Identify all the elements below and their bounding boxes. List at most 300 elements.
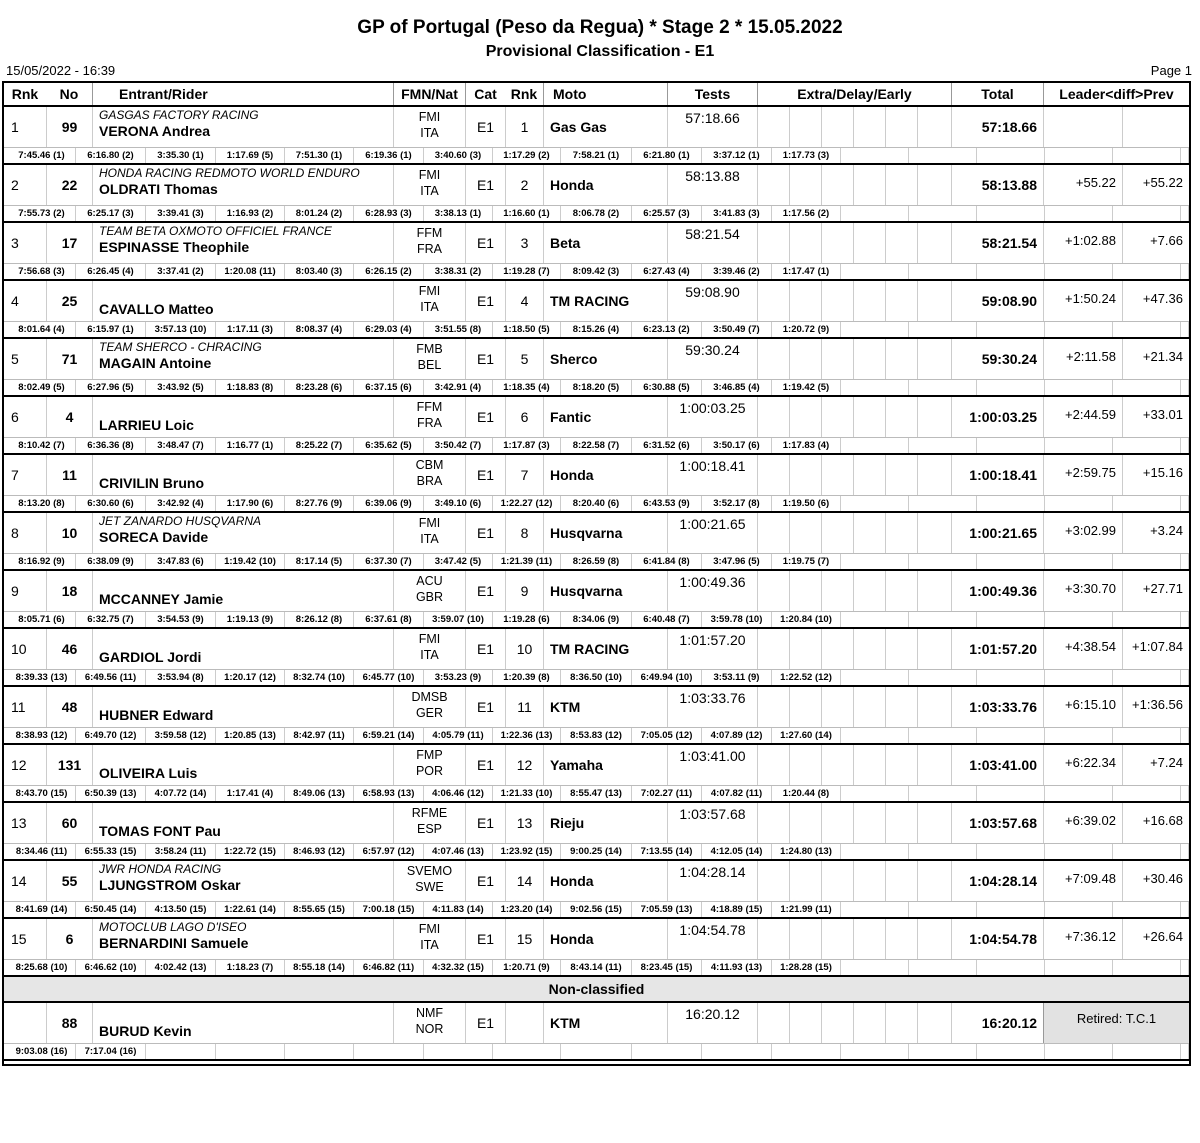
split-empty <box>1113 206 1181 221</box>
split-time: 6:58.93 (13) <box>354 786 424 801</box>
split-empty <box>1181 264 1189 279</box>
split-empty <box>1181 380 1189 395</box>
split-time: 3:35.30 (1) <box>146 148 216 163</box>
split-time: 9:03.08 (16) <box>8 1044 76 1059</box>
split-time: 6:50.45 (14) <box>76 902 146 917</box>
split-time: 1:20.72 (9) <box>772 322 841 337</box>
federation-code: FMI <box>418 168 441 182</box>
split-empty <box>841 264 909 279</box>
entrant-cell <box>92 1003 393 1043</box>
extra-cell <box>757 861 789 901</box>
split-empty <box>1181 960 1189 975</box>
extra-cell <box>821 687 853 727</box>
federation-code: FFM <box>416 400 443 414</box>
split-time: 1:22.27 (12) <box>493 496 561 511</box>
split-empty <box>841 670 909 685</box>
split-time: 1:20.84 (10) <box>772 612 841 627</box>
rank-cell: 15 <box>11 931 27 947</box>
split-empty <box>1181 496 1189 511</box>
split-time: 8:03.40 (3) <box>285 264 354 279</box>
rank-cell: 13 <box>11 815 27 831</box>
split-time: 1:17.41 (4) <box>216 786 285 801</box>
table-row <box>4 339 1189 397</box>
federation-code: CBM <box>415 458 444 472</box>
extra-cell <box>917 397 949 437</box>
extra-cell <box>853 1003 885 1043</box>
rider-line <box>4 339 1189 380</box>
table-row <box>4 397 1189 455</box>
split-time: 8:25.22 (7) <box>285 438 354 453</box>
moto-cell: TM RACING <box>543 281 667 321</box>
extra-cell <box>789 919 821 959</box>
split-time: 3:52.17 (8) <box>702 496 772 511</box>
split-empty <box>977 1044 1045 1059</box>
split-time: 6:30.88 (5) <box>632 380 702 395</box>
split-time: 8:23.28 (6) <box>285 380 354 395</box>
category-rank-cell: 6 <box>505 397 543 437</box>
split-time: 1:19.75 (7) <box>772 554 841 569</box>
total-cell: 1:03:33.76 <box>951 687 1043 727</box>
split-empty <box>1113 902 1181 917</box>
extra-cell <box>757 455 789 495</box>
number-cell: 25 <box>46 281 92 321</box>
split-time: 6:26.45 (4) <box>76 264 146 279</box>
split-empty <box>909 670 977 685</box>
extra-cell <box>789 107 821 147</box>
split-empty <box>1045 554 1113 569</box>
nationality-code: ITA <box>420 938 439 952</box>
split-time: 6:49.70 (12) <box>76 728 146 743</box>
total-cell: 1:03:57.68 <box>951 803 1043 843</box>
extra-cell <box>821 745 853 785</box>
split-empty <box>909 1044 977 1059</box>
col-fmn-header: FMN/Nat <box>393 83 465 105</box>
moto-cell: Sherco <box>543 339 667 379</box>
team-name: GASGAS FACTORY RACING <box>99 108 259 122</box>
split-empty <box>1113 960 1181 975</box>
split-empty <box>909 612 977 627</box>
leader-diff-cell: +6:15.10 <box>1043 687 1122 727</box>
prev-diff-cell: +55.22 <box>1122 165 1189 205</box>
col-rnk-header: Rnk <box>11 86 39 102</box>
rank-cell: 5 <box>11 351 19 367</box>
split-empty <box>977 206 1045 221</box>
table-row <box>4 919 1189 977</box>
prev-diff-cell: +3.24 <box>1122 513 1189 553</box>
total-cell: 1:00:21.65 <box>951 513 1043 553</box>
split-empty <box>841 554 909 569</box>
split-time: 6:28.93 (3) <box>354 206 424 221</box>
federation-code: FMI <box>418 284 441 298</box>
leader-diff-cell: +2:44.59 <box>1043 397 1122 437</box>
category-rank-cell: 13 <box>505 803 543 843</box>
split-empty <box>1181 612 1189 627</box>
total-cell: 1:04:54.78 <box>951 919 1043 959</box>
split-time: 6:49.94 (10) <box>632 670 702 685</box>
split-time: 3:50.49 (7) <box>702 322 772 337</box>
extra-cell <box>757 339 789 379</box>
extra-cell <box>885 339 917 379</box>
split-time: 1:17.87 (3) <box>493 438 561 453</box>
category-cell: E1 <box>465 919 505 959</box>
category-rank-cell: 1 <box>505 107 543 147</box>
split-time: 1:17.90 (6) <box>216 496 285 511</box>
page-title: GP of Portugal (Peso da Regua) * Stage 2 * 15.05.2022 <box>357 17 843 38</box>
split-times <box>4 554 1189 569</box>
extra-cell <box>917 107 949 147</box>
split-time: 1:16.60 (1) <box>493 206 561 221</box>
extra-cell <box>885 223 917 263</box>
split-time: 6:49.56 (11) <box>76 670 146 685</box>
split-time: 6:37.61 (8) <box>354 612 424 627</box>
extra-cell <box>853 165 885 205</box>
prev-diff-cell: +21.34 <box>1122 339 1189 379</box>
federation-code: FMB <box>416 342 443 356</box>
extra-cell <box>789 571 821 611</box>
extra-cell <box>757 745 789 785</box>
split-time: 3:53.11 (9) <box>702 670 772 685</box>
split-empty <box>1113 670 1181 685</box>
tests-time: 1:00:49.36 <box>679 574 746 590</box>
split-empty <box>841 786 909 801</box>
split-time <box>354 1044 424 1059</box>
split-time: 8:43.14 (11) <box>561 960 632 975</box>
split-time: 6:55.33 (15) <box>76 844 146 859</box>
rider-line <box>4 919 1189 960</box>
split-empty <box>1181 322 1189 337</box>
split-empty <box>1113 264 1181 279</box>
split-time <box>632 1044 702 1059</box>
split-time: 6:37.15 (6) <box>354 380 424 395</box>
nationality-code: NOR <box>415 1022 444 1036</box>
split-times <box>4 206 1189 221</box>
split-time: 6:16.80 (2) <box>76 148 146 163</box>
federation-code: RFME <box>411 806 448 820</box>
extra-cell <box>853 107 885 147</box>
category-rank-cell: 14 <box>505 861 543 901</box>
split-empty <box>909 264 977 279</box>
extra-cell <box>917 629 949 669</box>
extra-cell <box>853 513 885 553</box>
split-time: 8:32.74 (10) <box>285 670 354 685</box>
prev-diff-cell: +47.36 <box>1122 281 1189 321</box>
extra-cell <box>885 629 917 669</box>
split-time: 3:50.17 (6) <box>702 438 772 453</box>
number-cell: 131 <box>46 745 92 785</box>
table-row <box>4 223 1189 281</box>
split-empty <box>1181 554 1189 569</box>
entrant-cell <box>92 629 393 669</box>
entrant-cell <box>92 223 393 263</box>
extra-cell <box>757 1003 789 1043</box>
split-empty <box>1045 1044 1113 1059</box>
rank-cell: 7 <box>11 467 19 483</box>
federation-code: DMSB <box>411 690 448 704</box>
rider-line <box>4 397 1189 438</box>
split-time: 6:31.52 (6) <box>632 438 702 453</box>
split-time: 4:07.82 (11) <box>702 786 772 801</box>
split-time: 1:17.83 (4) <box>772 438 841 453</box>
moto-cell: KTM <box>543 1003 667 1043</box>
federation-cell <box>393 165 465 205</box>
moto-cell: Gas Gas <box>543 107 667 147</box>
extra-cell <box>853 629 885 669</box>
total-cell: 57:18.66 <box>951 107 1043 147</box>
rank-cell <box>4 1003 46 1043</box>
split-time: 8:25.68 (10) <box>8 960 76 975</box>
moto-cell: KTM <box>543 687 667 727</box>
tests-time: 58:13.88 <box>685 168 740 184</box>
moto-cell: Honda <box>543 455 667 495</box>
split-time <box>216 1044 285 1059</box>
split-time: 6:39.06 (9) <box>354 496 424 511</box>
split-empty <box>909 728 977 743</box>
extra-cell <box>885 861 917 901</box>
split-time: 3:51.55 (8) <box>424 322 493 337</box>
team-name: JET ZANARDO HUSQVARNA <box>99 514 262 528</box>
nationality-code: FRA <box>417 242 442 256</box>
split-empty <box>1181 786 1189 801</box>
prev-diff-cell: +1:36.56 <box>1122 687 1189 727</box>
federation-code: FMI <box>418 516 441 530</box>
split-time: 3:47.96 (5) <box>702 554 772 569</box>
tests-cell <box>667 861 757 901</box>
rank-cell: 4 <box>11 293 19 309</box>
split-time: 8:34.06 (9) <box>561 612 632 627</box>
split-time: 6:27.43 (4) <box>632 264 702 279</box>
category-rank-cell: 5 <box>505 339 543 379</box>
split-time <box>772 1044 841 1059</box>
team-name: TEAM SHERCO - CHRACING <box>99 340 262 354</box>
col-leader-header: Leader<diff>Prev <box>1043 83 1189 105</box>
extra-cell <box>885 107 917 147</box>
split-time: 4:05.79 (11) <box>424 728 493 743</box>
split-time: 8:55.47 (13) <box>561 786 632 801</box>
split-time <box>285 1044 354 1059</box>
category-cell: E1 <box>465 455 505 495</box>
extra-cell <box>885 1003 917 1043</box>
extra-cell <box>821 281 853 321</box>
extra-cell <box>885 397 917 437</box>
number-cell: 17 <box>46 223 92 263</box>
split-time: 8:34.46 (11) <box>8 844 76 859</box>
category-cell: E1 <box>465 339 505 379</box>
split-empty <box>977 728 1045 743</box>
split-time: 8:41.69 (14) <box>8 902 76 917</box>
total-cell: 1:01:57.20 <box>951 629 1043 669</box>
extra-cell <box>821 165 853 205</box>
split-empty <box>1113 148 1181 163</box>
number-cell: 71 <box>46 339 92 379</box>
category-rank-cell: 2 <box>505 165 543 205</box>
split-time: 8:26.59 (8) <box>561 554 632 569</box>
split-time: 3:42.91 (4) <box>424 380 493 395</box>
split-time: 8:38.93 (12) <box>8 728 76 743</box>
nationality-code: GER <box>415 706 444 720</box>
split-time: 7:51.30 (1) <box>285 148 354 163</box>
split-times <box>4 670 1189 685</box>
split-time: 1:18.35 (4) <box>493 380 561 395</box>
split-empty <box>1045 148 1113 163</box>
prev-diff-cell: +7.66 <box>1122 223 1189 263</box>
category-cell: E1 <box>465 687 505 727</box>
moto-cell: Husqvarna <box>543 571 667 611</box>
split-empty <box>841 844 909 859</box>
extra-cell <box>757 513 789 553</box>
split-time: 1:23.20 (14) <box>493 902 561 917</box>
table-row <box>4 107 1189 165</box>
number-cell: 55 <box>46 861 92 901</box>
split-empty <box>1113 554 1181 569</box>
split-time <box>146 1044 216 1059</box>
nationality-code: SWE <box>415 880 444 894</box>
extra-cell <box>917 803 949 843</box>
federation-code: FMP <box>416 748 443 762</box>
prev-diff-cell <box>1122 107 1189 147</box>
extra-cell <box>789 513 821 553</box>
leader-diff-cell: +7:09.48 <box>1043 861 1122 901</box>
page-number: Page 1 <box>1150 63 1192 78</box>
split-time: 1:19.42 (5) <box>772 380 841 395</box>
federation-code: FFM <box>416 226 443 240</box>
extra-cell <box>917 861 949 901</box>
team-name: JWR HONDA RACING <box>99 862 222 876</box>
split-time: 8:55.65 (15) <box>285 902 354 917</box>
number-cell: 60 <box>46 803 92 843</box>
split-empty <box>841 728 909 743</box>
extra-cell <box>821 919 853 959</box>
col-tests-header: Tests <box>667 83 757 105</box>
table-row <box>4 861 1189 919</box>
split-time: 1:20.85 (13) <box>216 728 285 743</box>
split-time: 4:07.46 (13) <box>424 844 493 859</box>
federation-code: FMI <box>418 922 441 936</box>
extra-cell <box>917 571 949 611</box>
split-time: 3:59.07 (10) <box>424 612 493 627</box>
split-time: 4:06.46 (12) <box>424 786 493 801</box>
tests-time: 57:18.66 <box>685 110 740 126</box>
category-rank-cell: 10 <box>505 629 543 669</box>
total-cell: 1:00:49.36 <box>951 571 1043 611</box>
split-time: 6:46.82 (11) <box>354 960 424 975</box>
category-cell: E1 <box>465 165 505 205</box>
table-row <box>4 281 1189 339</box>
federation-code: SVEMO <box>406 864 453 878</box>
federation-cell <box>393 571 465 611</box>
table-row <box>4 571 1189 629</box>
extra-cell <box>757 919 789 959</box>
split-times <box>4 322 1189 337</box>
split-empty <box>1113 786 1181 801</box>
split-time: 1:20.08 (11) <box>216 264 285 279</box>
leader-diff-cell: +1:50.24 <box>1043 281 1122 321</box>
extra-cell <box>789 1003 821 1043</box>
split-empty <box>841 380 909 395</box>
split-empty <box>909 554 977 569</box>
federation-cell <box>393 687 465 727</box>
extra-cell <box>789 339 821 379</box>
rider-name: LARRIEU Loic <box>99 417 194 433</box>
category-rank-cell: 15 <box>505 919 543 959</box>
rider-line <box>4 107 1189 148</box>
leader-diff-cell: +55.22 <box>1043 165 1122 205</box>
split-time: 8:08.37 (4) <box>285 322 354 337</box>
federation-cell <box>393 513 465 553</box>
rider-line <box>4 455 1189 496</box>
rank-cell: 3 <box>11 235 19 251</box>
split-time: 1:16.93 (2) <box>216 206 285 221</box>
split-empty <box>909 438 977 453</box>
nationality-code: ITA <box>420 300 439 314</box>
rider-name: OLIVEIRA Luis <box>99 765 198 781</box>
split-time: 3:57.13 (10) <box>146 322 216 337</box>
split-time: 7:00.18 (15) <box>354 902 424 917</box>
split-time: 1:24.80 (13) <box>772 844 841 859</box>
split-empty <box>1113 438 1181 453</box>
split-time: 1:20.39 (8) <box>493 670 561 685</box>
split-time: 7:17.04 (16) <box>76 1044 146 1059</box>
extra-cell <box>789 455 821 495</box>
split-time: 6:46.62 (10) <box>76 960 146 975</box>
extra-cell <box>853 687 885 727</box>
extra-cell <box>757 397 789 437</box>
tests-cell <box>667 803 757 843</box>
split-empty <box>909 844 977 859</box>
rank-cell: 11 <box>11 699 26 715</box>
prev-diff-cell: +33.01 <box>1122 397 1189 437</box>
split-empty <box>1113 496 1181 511</box>
split-time: 8:20.40 (6) <box>561 496 632 511</box>
split-empty <box>841 438 909 453</box>
split-time: 6:43.53 (9) <box>632 496 702 511</box>
table-row <box>4 803 1189 861</box>
total-cell: 1:00:18.41 <box>951 455 1043 495</box>
entrant-cell <box>92 397 393 437</box>
total-cell: 58:21.54 <box>951 223 1043 263</box>
extra-cell <box>885 687 917 727</box>
split-empty <box>1181 844 1189 859</box>
split-time: 1:21.99 (11) <box>772 902 841 917</box>
split-time: 3:47.83 (6) <box>146 554 216 569</box>
category-cell: E1 <box>465 281 505 321</box>
split-time <box>424 1044 493 1059</box>
split-time: 6:15.97 (1) <box>76 322 146 337</box>
prev-diff-cell: +7.24 <box>1122 745 1189 785</box>
split-time: 6:19.36 (1) <box>354 148 424 163</box>
split-empty <box>909 496 977 511</box>
extra-cell <box>821 861 853 901</box>
extra-cell <box>789 165 821 205</box>
col-moto-header: Moto <box>543 83 667 105</box>
moto-cell: Rieju <box>543 803 667 843</box>
split-empty <box>1181 728 1189 743</box>
entrant-cell <box>92 919 393 959</box>
split-time: 6:35.62 (5) <box>354 438 424 453</box>
split-times <box>4 728 1189 743</box>
leader-diff-cell: +2:11.58 <box>1043 339 1122 379</box>
rank-cell: 9 <box>11 583 19 599</box>
nationality-code: GBR <box>415 590 444 604</box>
split-time: 7:13.55 (14) <box>632 844 702 859</box>
entrant-cell <box>92 165 393 205</box>
extra-cell <box>821 1003 853 1043</box>
split-empty <box>841 496 909 511</box>
split-time: 3:37.41 (2) <box>146 264 216 279</box>
split-time: 3:50.42 (7) <box>424 438 493 453</box>
split-time: 8:39.33 (13) <box>8 670 76 685</box>
federation-cell <box>393 803 465 843</box>
split-time: 1:17.56 (2) <box>772 206 841 221</box>
